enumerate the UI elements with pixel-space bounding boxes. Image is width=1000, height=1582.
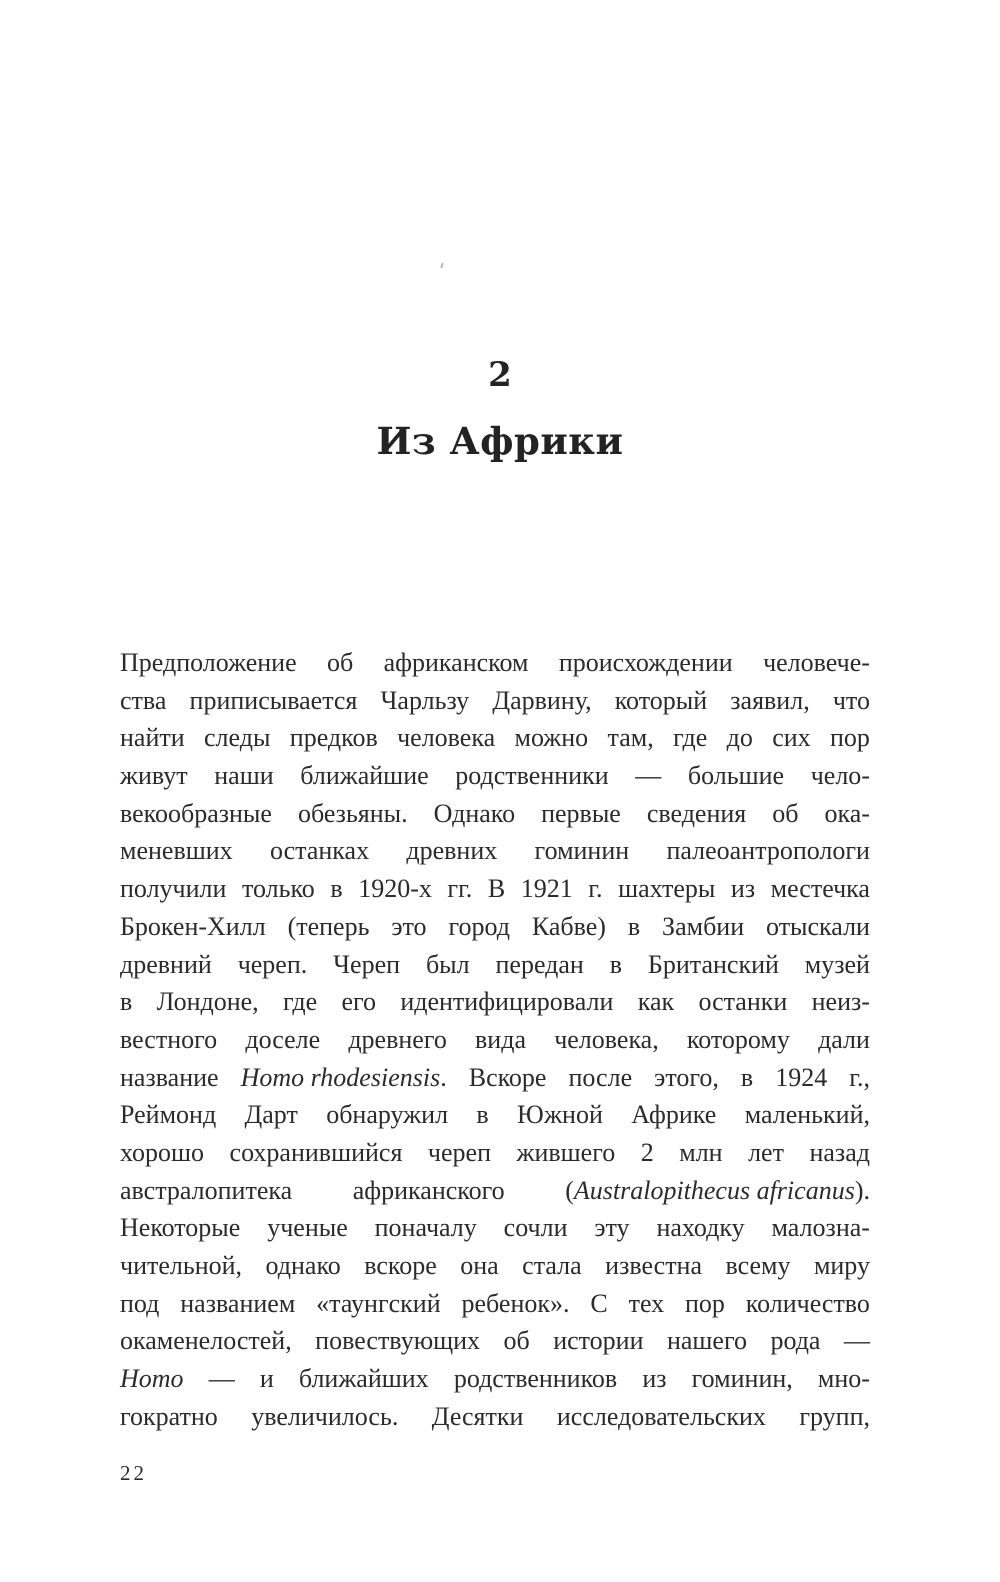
word: вскоре bbox=[364, 1251, 437, 1280]
word: — bbox=[635, 761, 662, 791]
word: останках bbox=[269, 836, 370, 866]
word: ока- bbox=[824, 798, 870, 828]
word: Замбии bbox=[662, 911, 745, 941]
word: сведения bbox=[646, 798, 747, 828]
word: его bbox=[341, 987, 377, 1017]
word: в bbox=[120, 987, 133, 1017]
word: предков bbox=[289, 723, 378, 753]
word: передан bbox=[495, 949, 584, 979]
text-line bbox=[120, 1059, 870, 1097]
word: эту bbox=[594, 1213, 630, 1243]
chapter-title: Из Африки bbox=[376, 419, 624, 463]
word: чительной, bbox=[120, 1251, 243, 1280]
word: которому bbox=[686, 1024, 790, 1054]
word: родственников bbox=[453, 1364, 618, 1394]
word: в bbox=[627, 911, 641, 941]
word: гоминин bbox=[534, 836, 630, 866]
italic-term: Australopithecus africanus bbox=[573, 1175, 855, 1205]
word: в bbox=[609, 949, 623, 979]
text-line bbox=[120, 644, 870, 682]
word: векообразные bbox=[120, 798, 272, 828]
word: Африке bbox=[631, 1100, 717, 1130]
word: об bbox=[503, 1326, 530, 1356]
word: групп, bbox=[799, 1401, 870, 1431]
word: это bbox=[391, 911, 427, 941]
text-line bbox=[120, 719, 870, 757]
italic-term: Homo bbox=[120, 1364, 184, 1394]
text-line bbox=[120, 946, 870, 984]
word: 1920-х bbox=[358, 874, 432, 904]
word: млн bbox=[679, 1137, 723, 1167]
word: названием bbox=[180, 1288, 296, 1318]
word: тех bbox=[628, 1288, 665, 1318]
word-group bbox=[241, 1059, 447, 1097]
word: местечка bbox=[770, 874, 870, 904]
word: пор bbox=[830, 723, 870, 753]
text-line bbox=[120, 870, 870, 908]
text-line bbox=[120, 1172, 870, 1210]
italic-term: Homo rhodesiensis bbox=[240, 1062, 441, 1092]
text-line bbox=[120, 908, 870, 946]
word: — bbox=[208, 1364, 235, 1394]
word: сохранившийся bbox=[229, 1137, 403, 1167]
print-speck bbox=[440, 263, 444, 268]
word: пор bbox=[685, 1288, 725, 1318]
word: гоминин, bbox=[691, 1364, 793, 1394]
word: вестного bbox=[120, 1024, 218, 1054]
word: только bbox=[241, 874, 315, 904]
word: стала bbox=[522, 1251, 582, 1280]
word: однако bbox=[265, 1251, 341, 1280]
text-line bbox=[120, 1285, 870, 1323]
chapter-number: 2 bbox=[488, 355, 512, 395]
word: ближайшие bbox=[300, 761, 429, 791]
word: 1924 bbox=[775, 1062, 828, 1092]
word: чело- bbox=[810, 761, 870, 791]
word: (теперь bbox=[287, 911, 370, 941]
word: большие bbox=[687, 761, 785, 791]
word: следы bbox=[204, 723, 271, 753]
word: после bbox=[568, 1062, 633, 1092]
word: австралопитека bbox=[120, 1175, 293, 1205]
word: можно bbox=[514, 723, 589, 753]
word: этого, bbox=[654, 1062, 719, 1092]
word: 2 bbox=[640, 1137, 654, 1167]
word: где bbox=[673, 723, 708, 753]
word: повествующих bbox=[315, 1326, 481, 1356]
word: человече- bbox=[763, 648, 870, 677]
word: количество bbox=[745, 1288, 870, 1318]
word: истории bbox=[553, 1326, 644, 1356]
word: Вскоре bbox=[468, 1062, 547, 1092]
word: увеличилось. bbox=[251, 1401, 399, 1431]
word: и bbox=[259, 1364, 274, 1394]
word: происхождении bbox=[558, 648, 733, 677]
word: ученые bbox=[267, 1213, 348, 1243]
word: там, bbox=[607, 723, 654, 753]
word: Дарвину, bbox=[492, 685, 592, 715]
word: сочли bbox=[503, 1213, 568, 1243]
text-line bbox=[120, 682, 870, 720]
word: был bbox=[425, 949, 470, 979]
word: находку bbox=[656, 1213, 745, 1243]
word: маленький, bbox=[744, 1100, 870, 1130]
word: об bbox=[772, 798, 799, 828]
word: известна bbox=[605, 1251, 703, 1280]
word: ребенок». bbox=[461, 1288, 570, 1318]
word: ства bbox=[120, 685, 167, 715]
word: череп. bbox=[237, 949, 308, 979]
word-group bbox=[565, 1172, 870, 1210]
word: жившего bbox=[516, 1137, 616, 1167]
word: Брокен-Хилл bbox=[120, 911, 266, 941]
text-line bbox=[120, 983, 870, 1021]
word: окаменелостей, bbox=[120, 1326, 292, 1356]
word: получили bbox=[120, 874, 227, 904]
word: миру bbox=[813, 1251, 870, 1280]
word: хорошо bbox=[120, 1137, 205, 1167]
word: обнаружил bbox=[326, 1100, 449, 1130]
word: который bbox=[614, 685, 708, 715]
word: музей bbox=[804, 949, 870, 979]
word: Дарт bbox=[244, 1100, 298, 1130]
word: город bbox=[448, 911, 510, 941]
word: найти bbox=[120, 723, 185, 753]
word: рода bbox=[770, 1326, 821, 1356]
word: Реймонд bbox=[120, 1100, 217, 1130]
word: назад bbox=[809, 1137, 870, 1167]
word: первые bbox=[541, 798, 621, 828]
word: ). bbox=[854, 1175, 870, 1205]
word: Десятки bbox=[431, 1401, 524, 1431]
word: ближайших bbox=[298, 1364, 429, 1394]
word: всему bbox=[725, 1251, 791, 1280]
word: нашего bbox=[666, 1326, 747, 1356]
text-line bbox=[120, 1096, 870, 1134]
punctuation: . bbox=[440, 1062, 447, 1092]
word: Южной bbox=[517, 1100, 603, 1130]
text-line bbox=[120, 1134, 870, 1172]
word: лет bbox=[748, 1137, 784, 1167]
word: в bbox=[330, 874, 343, 904]
word: до bbox=[726, 723, 753, 753]
word: заявил, bbox=[730, 685, 810, 715]
word: в bbox=[740, 1062, 754, 1092]
page-number: 22 bbox=[120, 1461, 147, 1485]
word: Однако bbox=[433, 798, 516, 828]
body-paragraph bbox=[120, 644, 870, 1435]
word: человека, bbox=[554, 1024, 659, 1054]
word: «таунгский bbox=[316, 1288, 441, 1318]
word: древних bbox=[406, 836, 498, 866]
word: африканском bbox=[383, 648, 529, 677]
word: исследовательских bbox=[556, 1401, 766, 1431]
word: поначалу bbox=[374, 1213, 477, 1243]
word: обезьяны. bbox=[297, 798, 408, 828]
word: неиз- bbox=[811, 987, 870, 1017]
word: палеоантропологи bbox=[666, 836, 870, 866]
word: человека bbox=[397, 723, 496, 753]
word: сих bbox=[772, 723, 811, 753]
word: мно- bbox=[817, 1364, 870, 1394]
word: об bbox=[327, 648, 354, 677]
word: древний bbox=[120, 949, 212, 979]
word: доселе bbox=[245, 1024, 321, 1054]
word: 1921 bbox=[520, 874, 573, 904]
word: Некоторые bbox=[120, 1213, 241, 1243]
word: ( bbox=[565, 1175, 574, 1205]
text-line bbox=[120, 795, 870, 833]
word: меневших bbox=[120, 836, 233, 866]
word: древнего bbox=[348, 1024, 447, 1054]
word: гократно bbox=[120, 1401, 218, 1431]
text-line bbox=[120, 832, 870, 870]
word: Кабве) bbox=[531, 911, 606, 941]
word: африканского bbox=[352, 1175, 505, 1205]
word: отыскали bbox=[766, 911, 870, 941]
text-line bbox=[120, 1021, 870, 1059]
word: Череп bbox=[333, 949, 401, 979]
word: Чарльзу bbox=[380, 685, 470, 715]
word: шахтеры bbox=[618, 874, 716, 904]
text-line bbox=[120, 1247, 870, 1285]
word: под bbox=[120, 1288, 160, 1318]
word: идентифицировали bbox=[400, 987, 614, 1017]
word: в bbox=[476, 1100, 489, 1130]
word: Лондоне, bbox=[156, 987, 259, 1017]
word: приписывается bbox=[189, 685, 358, 715]
text-line bbox=[120, 757, 870, 795]
word: что bbox=[832, 685, 870, 715]
word: С bbox=[590, 1288, 608, 1318]
word: наши bbox=[214, 761, 274, 791]
word: Британский bbox=[647, 949, 779, 979]
word: она bbox=[460, 1251, 499, 1280]
word: дали bbox=[818, 1024, 870, 1054]
word: родственники bbox=[455, 761, 609, 791]
word: из bbox=[642, 1364, 667, 1394]
word: Предположение bbox=[120, 648, 297, 677]
word: — bbox=[843, 1326, 870, 1356]
word: г. bbox=[588, 874, 603, 904]
word: из bbox=[730, 874, 756, 904]
word: череп bbox=[427, 1137, 491, 1167]
word: живут bbox=[120, 761, 188, 791]
word: г., bbox=[849, 1062, 870, 1092]
word: где bbox=[283, 987, 318, 1017]
word: малозна- bbox=[771, 1213, 870, 1243]
text-line bbox=[120, 1360, 870, 1398]
word: вида bbox=[475, 1024, 526, 1054]
word: останки bbox=[698, 987, 788, 1017]
word: В bbox=[487, 874, 506, 904]
word: как bbox=[637, 987, 675, 1017]
text-line bbox=[120, 1322, 870, 1360]
text-line bbox=[120, 1398, 870, 1436]
word: гг. bbox=[447, 874, 473, 904]
word: название bbox=[120, 1062, 219, 1092]
text-line bbox=[120, 1209, 870, 1247]
